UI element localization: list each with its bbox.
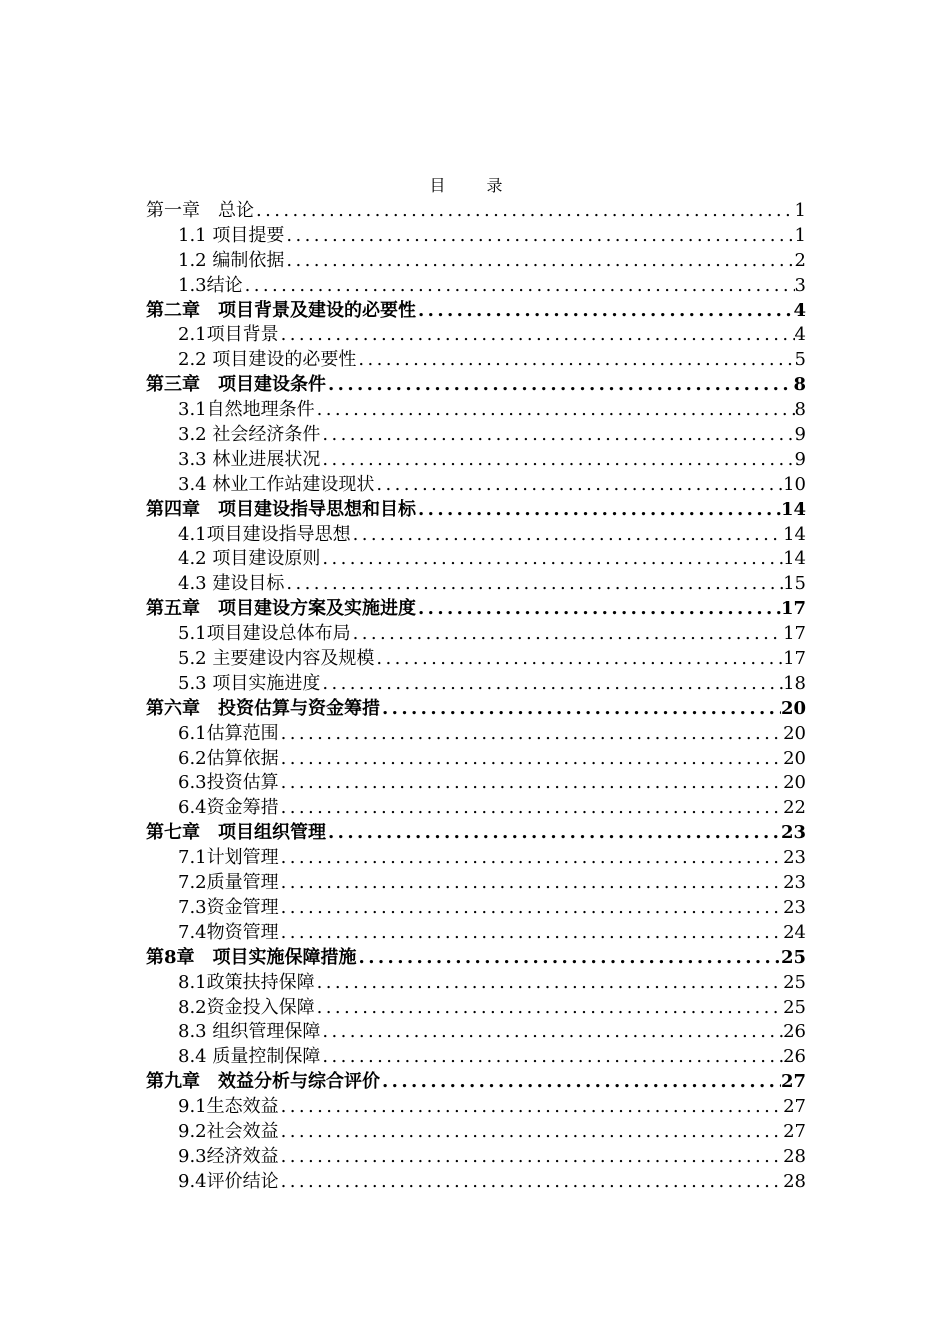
toc-dot-leader (380, 697, 781, 722)
toc-entry-title: 9.4评价结论 (178, 1170, 279, 1192)
toc-page-number: 26 (783, 1021, 806, 1043)
toc-page-number: 17 (780, 598, 806, 620)
toc-section-entry[interactable] (146, 722, 806, 747)
toc-entry-title: 6.1估算范围 (178, 722, 279, 744)
toc-page-number: 28 (783, 1145, 806, 1167)
toc-entry-title: 6.3投资估算 (178, 772, 279, 794)
toc-entry-title: 7.3资金管理 (178, 896, 279, 918)
toc-page-number: 4 (794, 324, 806, 346)
toc-page-number: 23 (783, 847, 806, 869)
toc-section-entry[interactable] (146, 249, 806, 274)
toc-section-entry[interactable] (146, 771, 806, 796)
toc-page-number: 22 (783, 797, 806, 819)
toc-section-entry[interactable] (146, 1170, 806, 1195)
toc-dot-leader (320, 1045, 783, 1070)
toc-entry-title: 4.3 建设目标 (178, 573, 285, 595)
toc-section-entry[interactable] (146, 572, 806, 597)
toc-dot-leader (284, 224, 794, 249)
toc-dot-leader (284, 249, 794, 274)
toc-section-entry[interactable] (146, 622, 806, 647)
toc-entry-title: 4.1项目建设指导思想 (178, 523, 351, 545)
toc-entry-title: 第六章 投资估算与资金筹措 (146, 697, 380, 719)
toc-page-number: 1 (794, 200, 806, 221)
toc-entry-title: 2.2 项目建设的必要性 (178, 349, 357, 371)
toc-dot-leader (315, 971, 783, 996)
toc-entry-title: 第三章 项目建设条件 (146, 374, 326, 396)
toc-dot-leader (326, 821, 781, 846)
toc-dot-leader (320, 1020, 783, 1045)
toc-dot-leader (279, 323, 795, 348)
toc-dot-leader (279, 896, 783, 921)
toc-dot-leader (315, 398, 795, 423)
toc-page-number: 14 (780, 498, 806, 520)
toc-section-entry[interactable] (146, 523, 806, 548)
toc-page-number: 17 (783, 623, 806, 645)
toc-dot-leader (326, 373, 793, 398)
toc-dot-leader (380, 1070, 781, 1095)
toc-entry-title: 第七章 项目组织管理 (146, 822, 326, 844)
toc-page-number: 3 (794, 274, 806, 296)
toc-dot-leader (320, 448, 794, 473)
toc-chapter-entry[interactable] (146, 373, 806, 398)
toc-page-number: 25 (783, 996, 806, 1018)
toc-list (146, 199, 806, 1195)
toc-section-entry[interactable] (146, 647, 806, 672)
toc-dot-leader (279, 871, 783, 896)
toc-chapter-entry[interactable] (146, 697, 806, 722)
toc-dot-leader (315, 996, 783, 1021)
toc-dot-leader (279, 1095, 783, 1120)
toc-dot-leader (356, 348, 794, 373)
toc-dot-leader (279, 1145, 783, 1170)
toc-page-number: 15 (783, 573, 806, 595)
toc-chapter-entry[interactable] (146, 1070, 806, 1095)
toc-section-entry[interactable] (146, 921, 806, 946)
toc-dot-leader (416, 498, 781, 523)
toc-entry-title: 7.4物资管理 (178, 921, 279, 943)
toc-chapter-entry[interactable] (146, 498, 806, 523)
toc-entry-title: 3.1自然地理条件 (178, 399, 315, 421)
toc-entry-title: 3.3 林业进展状况 (178, 448, 321, 470)
toc-dot-leader (374, 473, 783, 498)
toc-page-number: 14 (783, 523, 806, 545)
toc-entry-title: 5.1项目建设总体布局 (178, 623, 351, 645)
toc-page-number: 23 (780, 822, 806, 844)
toc-entry-title: 9.1生态效益 (178, 1096, 279, 1118)
toc-section-entry[interactable] (146, 1120, 806, 1145)
toc-dot-leader (254, 199, 795, 224)
toc-section-entry[interactable] (146, 1045, 806, 1070)
toc-dot-leader (416, 299, 793, 324)
toc-entry-title: 2.1项目背景 (178, 324, 279, 346)
toc-page-number: 24 (783, 921, 806, 943)
toc-entry-title: 5.3 项目实施进度 (178, 672, 321, 694)
toc-page-number: 10 (783, 473, 806, 495)
toc-page-number: 20 (783, 772, 806, 794)
toc-page-number: 27 (783, 1096, 806, 1118)
toc-entry-title: 1.3结论 (178, 274, 243, 296)
toc-entry-title: 1.1 项目提要 (178, 224, 285, 246)
toc-entry-title: 8.4 质量控制保障 (178, 1046, 321, 1068)
toc-chapter-entry[interactable] (146, 199, 806, 224)
toc-section-entry[interactable] (146, 672, 806, 697)
toc-section-entry[interactable] (146, 473, 806, 498)
toc-dot-leader (279, 747, 783, 772)
toc-page-number: 4 (793, 299, 806, 321)
toc-section-entry[interactable] (146, 747, 806, 772)
toc-page-number: 25 (783, 971, 806, 993)
toc-page-number: 5 (794, 349, 806, 371)
toc-section-entry[interactable] (146, 1145, 806, 1170)
toc-page-number: 18 (783, 672, 806, 694)
toc-dot-leader (351, 523, 783, 548)
toc-section-entry[interactable] (146, 1095, 806, 1120)
toc-section-entry[interactable] (146, 547, 806, 572)
toc-page-number: 27 (780, 1071, 806, 1093)
toc-chapter-entry[interactable] (146, 597, 806, 622)
toc-page-number: 17 (783, 648, 806, 670)
toc-dot-leader (279, 1120, 783, 1145)
toc-dot-leader (243, 274, 795, 299)
toc-page-number: 26 (783, 1046, 806, 1068)
toc-entry-title: 5.2 主要建设内容及规模 (178, 648, 375, 670)
toc-dot-leader (279, 846, 783, 871)
toc-entry-title: 7.2质量管理 (178, 872, 279, 894)
toc-page-number: 2 (794, 249, 806, 271)
toc-entry-title: 1.2 编制依据 (178, 249, 285, 271)
toc-entry-title: 4.2 项目建设原则 (178, 548, 321, 570)
toc-dot-leader (351, 622, 783, 647)
toc-section-entry[interactable] (146, 423, 806, 448)
toc-section-entry[interactable] (146, 348, 806, 373)
toc-section-entry[interactable] (146, 398, 806, 423)
toc-section-entry[interactable] (146, 846, 806, 871)
toc-dot-leader (320, 672, 783, 697)
toc-entry-title: 第一章 总论 (146, 200, 254, 221)
toc-page-number: 8 (793, 374, 806, 396)
toc-section-entry[interactable] (146, 448, 806, 473)
toc-page-number: 8 (794, 399, 806, 421)
toc-entry-title: 9.2社会效益 (178, 1120, 279, 1142)
toc-entry-title: 第四章 项目建设指导思想和目标 (146, 498, 416, 520)
toc-chapter-entry[interactable] (146, 821, 806, 846)
toc-page-number: 20 (783, 747, 806, 769)
toc-entry-title: 3.2 社会经济条件 (178, 424, 321, 446)
toc-page-number: 9 (794, 424, 806, 446)
toc-page-number: 9 (794, 448, 806, 470)
toc-entry-title: 3.4 林业工作站建设现状 (178, 473, 375, 495)
toc-chapter-entry[interactable] (146, 299, 806, 324)
toc-dot-leader (320, 547, 783, 572)
toc-entry-title: 9.3经济效益 (178, 1145, 279, 1167)
toc-section-entry[interactable] (146, 971, 806, 996)
toc-section-entry[interactable] (146, 896, 806, 921)
toc-dot-leader (279, 796, 783, 821)
toc-dot-leader (374, 647, 783, 672)
toc-entry-title: 6.2估算依据 (178, 747, 279, 769)
toc-entry-title: 7.1计划管理 (178, 847, 279, 869)
toc-dot-leader (357, 946, 781, 971)
toc-dot-leader (279, 921, 783, 946)
toc-page-number: 27 (783, 1120, 806, 1142)
toc-dot-leader (284, 572, 783, 597)
toc-entry-title: 第8章 项目实施保障措施 (146, 946, 357, 968)
toc-section-entry[interactable] (146, 224, 806, 249)
toc-title: 目 录 (429, 176, 521, 195)
toc-entry-title: 6.4资金筹措 (178, 797, 279, 819)
toc-section-entry[interactable] (146, 1020, 806, 1045)
toc-dot-leader (279, 771, 783, 796)
toc-entry-title: 8.2资金投入保障 (178, 996, 315, 1018)
toc-page-number: 20 (783, 722, 806, 744)
toc-page-number: 1 (794, 224, 806, 246)
toc-dot-leader (320, 423, 794, 448)
toc-dot-leader (416, 597, 781, 622)
toc-entry-title: 8.1政策扶持保障 (178, 971, 315, 993)
toc-page-number: 25 (780, 946, 806, 968)
toc-chapter-entry[interactable] (146, 946, 806, 971)
toc-dot-leader (279, 722, 783, 747)
toc-section-entry[interactable] (146, 871, 806, 896)
toc-page-number: 23 (783, 896, 806, 918)
toc-section-entry[interactable] (146, 323, 806, 348)
toc-section-entry[interactable] (146, 274, 806, 299)
toc-entry-title: 第五章 项目建设方案及实施进度 (146, 598, 416, 620)
toc-page-number: 28 (783, 1170, 806, 1192)
toc-entry-title: 第二章 项目背景及建设的必要性 (146, 299, 416, 321)
toc-entry-title: 第九章 效益分析与综合评价 (146, 1071, 380, 1093)
toc-entry-title: 8.3 组织管理保障 (178, 1021, 321, 1043)
toc-section-entry[interactable] (146, 996, 806, 1021)
toc-page-number: 14 (783, 548, 806, 570)
toc-section-entry[interactable] (146, 796, 806, 821)
toc-dot-leader (279, 1170, 783, 1195)
toc-page-number: 20 (780, 697, 806, 719)
toc-page-number: 23 (783, 872, 806, 894)
